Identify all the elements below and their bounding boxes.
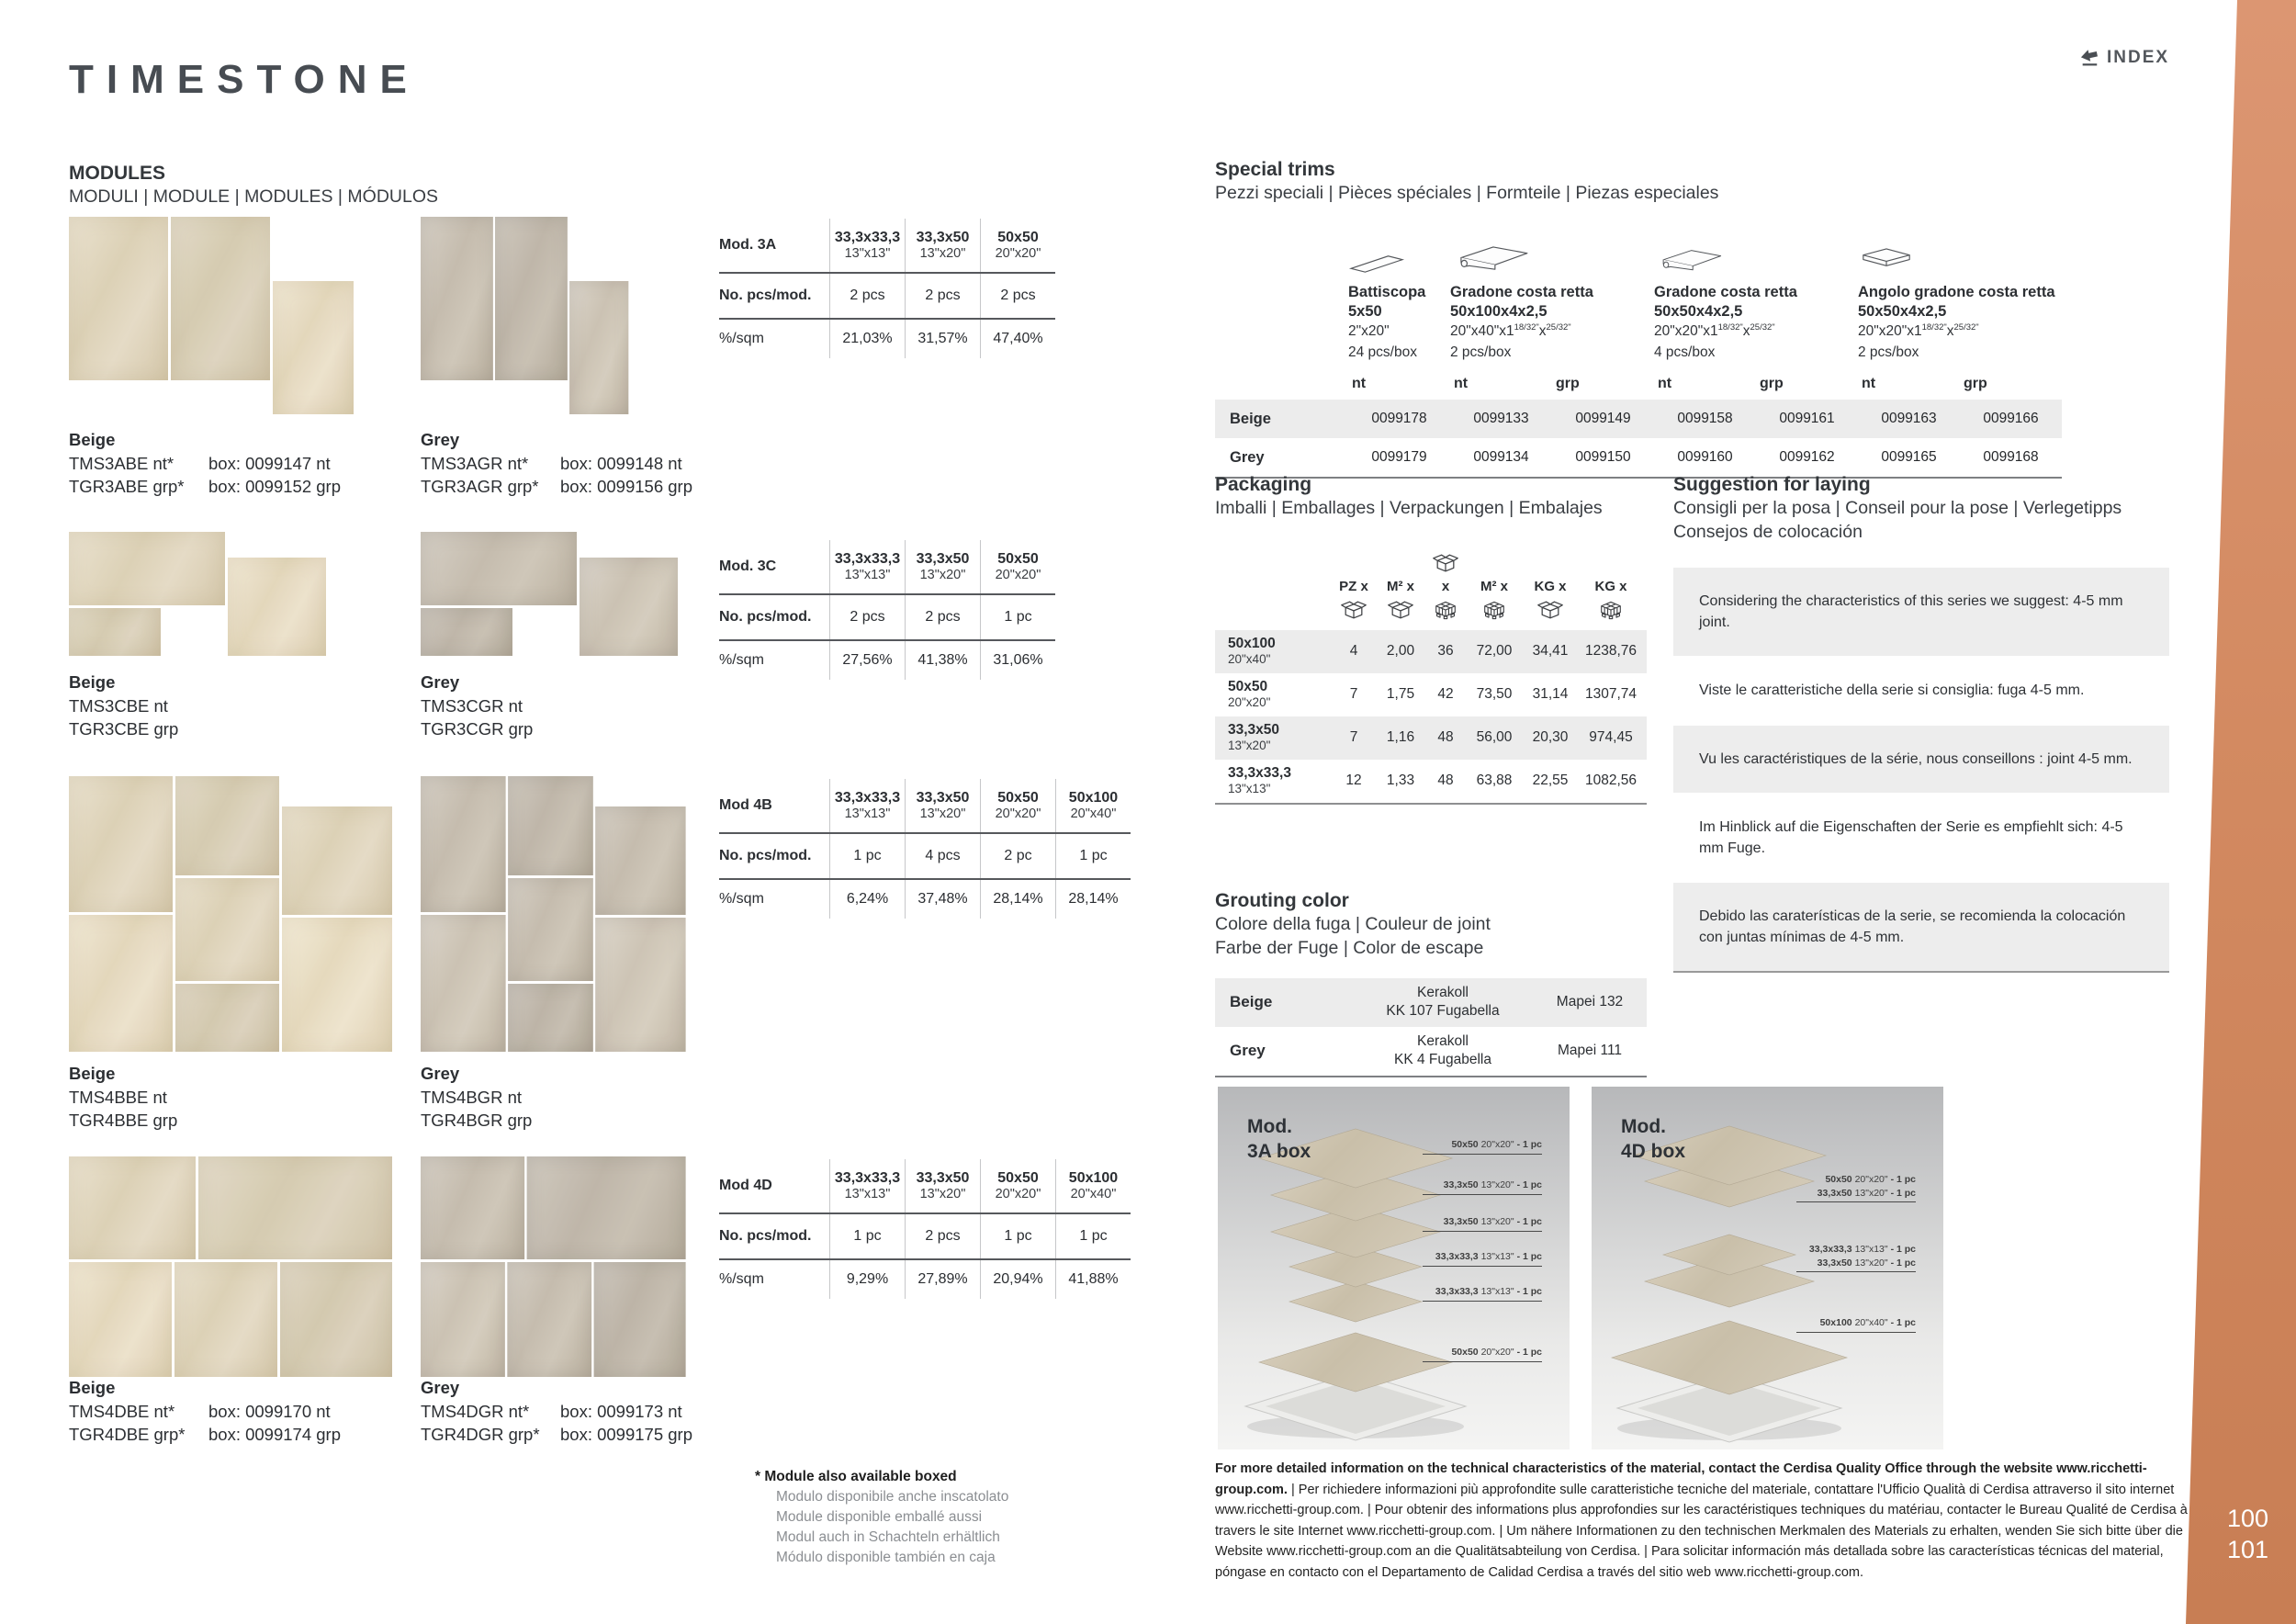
tile — [421, 217, 493, 380]
packaging-row: 33,3x33,3 13"x13" 12 1,33 48 63,88 22,55 1082,56 — [1215, 760, 1647, 805]
size-column-header: 50x100 20"x40" — [1055, 779, 1131, 832]
tile — [69, 532, 225, 605]
tile — [69, 915, 173, 1052]
finish-header-row — [1215, 376, 2062, 392]
tile — [273, 281, 354, 414]
box-label: Mod. 3A box — [1247, 1116, 1311, 1163]
box-code: box: 0099173 nt — [560, 1401, 682, 1421]
finish-label: grp — [1964, 376, 1987, 392]
laying-note-de: Im Hinblick auf die Eigenschaften der Serie es empfiehlt sich: 4-5 mm Fuge. — [1699, 818, 2123, 856]
tile — [508, 878, 593, 981]
layer-label-group: 50x50 20"x20" - 1 pc 33,3x50 13"x20" - 1 pc — [1796, 1173, 1916, 1202]
packaging-row: 33,3x50 13"x20" 7 1,16 48 56,00 20,30 974,45 — [1215, 716, 1647, 760]
sqm-row: %/sqm 6,24% 37,48% 28,14% 28,14% — [719, 878, 1131, 919]
tile — [69, 1262, 172, 1377]
layer-label: 33,3x50 13"x20" - 1 pc — [1423, 1179, 1542, 1195]
tile — [421, 915, 506, 1052]
tile — [171, 217, 270, 380]
tile — [69, 608, 161, 656]
product-code: TGR4BGR grp — [421, 1111, 533, 1131]
trim-battiscopa: Battiscopa 5x50 2"x20" 24 pcs/box — [1348, 233, 1450, 364]
grouting-title: Grouting color — [1215, 890, 1349, 911]
modules-title: MODULES — [69, 163, 165, 184]
size-column-header: 33,3x50 13"x20" — [905, 1159, 980, 1212]
size-column-header: 33,3x50 13"x20" — [905, 219, 980, 272]
product-code: TGR3ABE grp* — [69, 477, 185, 497]
footer-legal-text — [1215, 1459, 2205, 1584]
product-code: TMS3ABE nt* — [69, 453, 174, 473]
size-column-header: 50x50 20"x20" — [980, 540, 1055, 593]
layer-label: 50x50 20"x20" - 1 pc — [1423, 1138, 1542, 1155]
trim-gradone-50x100: Gradone costa retta 50x100x4x2,5 $20"x40"x1^{18/32"}x^{25/32"}$ 2 pcs/box — [1450, 233, 1654, 364]
pcs-row: No. pcs/mod. 1 pc 2 pcs 1 pc 1 pc — [719, 1212, 1131, 1258]
packaging-section — [1215, 473, 1647, 805]
pcs-row: No. pcs/mod. 2 pcs 2 pcs 1 pc — [719, 593, 1055, 639]
tile — [282, 918, 392, 1052]
tile — [175, 984, 279, 1052]
box-icon — [1432, 552, 1459, 574]
product-code: TMS4DGR nt* — [421, 1401, 530, 1421]
index-label: INDEX — [2107, 48, 2170, 67]
sqm-row: %/sqm 27,56% 41,38% 31,06% — [719, 639, 1055, 680]
color-label: Grey — [421, 430, 460, 449]
product-code: TGR3CBE grp — [69, 719, 179, 739]
table-name: Mod. 3C — [719, 558, 777, 574]
tile — [198, 1156, 392, 1259]
caption-4d-beige — [69, 1376, 341, 1447]
caption-3c-beige — [69, 671, 208, 741]
tile — [69, 217, 168, 380]
sqm-row: %/sqm 9,29% 27,89% 20,94% 41,88% — [719, 1258, 1131, 1299]
color-label: Grey — [421, 672, 460, 692]
size-column-header: 33,3x33,3 13"x13" — [829, 219, 905, 272]
footer-translations: | Per richiedere informazioni più approfondite sulle caratteristiche tecniche del materiale, contattare l'Ufficio Qualità di Cerdisa attraverso il sito internet www.ricchetti-group.com. | Pour obtenir des informations plus approfondies sur les caractéristiques techniques du matériau, contacter le Bureau Qualité de Cerdisa à travers le site Internet www.ricchetti-group.com. | Um nähere Informationen zu den technischen Merkmalen des Materials zu erhalten, wenden Sie sich bitte über die Website www.ricchetti-group.com an die Qualitätsabteilung von Cerdisa. | Para solicitar información más detallada sobre las características técnicas del material, póngase en contacto con el Departamento de Calidad Cerdisa a través del sitio web www.ricchetti-group.com. — [1215, 1482, 2188, 1581]
product-code: TMS4DBE nt* — [69, 1401, 175, 1421]
product-code: TMS3CGR nt — [421, 695, 523, 716]
caption-3a-grey — [421, 428, 692, 499]
finish-label: grp — [1760, 376, 1784, 392]
corner-step-trim-icon — [1858, 245, 1915, 276]
module-photo-4d-beige — [69, 1156, 392, 1377]
color-label: Grey — [421, 1378, 460, 1397]
col-kg-per-box: KG x — [1524, 579, 1577, 621]
page-number-left: 100 — [2226, 1505, 2268, 1532]
table-name: Mod 4D — [719, 1178, 772, 1193]
packaging-header-row — [1215, 552, 1647, 621]
tile — [508, 776, 593, 875]
page-edge-band — [2177, 0, 2296, 1624]
box-code: box: 0099174 grp — [208, 1425, 342, 1445]
suggestion-section — [1673, 473, 2169, 973]
mod-3a-table — [719, 219, 1055, 358]
module-footnote — [755, 1467, 1008, 1568]
grouting-subtitle: Colore della fuga | Couleur de joint — [1215, 914, 1491, 935]
col-kg-per-pallet: KG x — [1577, 579, 1645, 621]
article-code: 0099162 — [1779, 449, 1835, 466]
suggestion-subtitle: Consejos de colocación — [1673, 521, 1863, 542]
finish-label: nt — [1454, 376, 1469, 392]
box-code: box: 0099170 nt — [208, 1401, 331, 1421]
pallet-icon — [1597, 599, 1625, 621]
table-header-row — [719, 540, 1055, 593]
sqm-row: %/sqm 21,03% 31,57% 47,40% — [719, 318, 1055, 358]
module-photo-3c-beige — [69, 532, 326, 656]
trim-angolo-gradone: Angolo gradone costa retta 50x50x4x2,5 $20"x20"x1^{18/32"}x^{25/32"}$ 2 pcs/box — [1858, 233, 2062, 364]
tile — [421, 608, 512, 656]
tile — [282, 806, 392, 915]
article-code: 0099163 — [1881, 411, 1937, 427]
finish-label: nt — [1352, 376, 1367, 392]
packaging-title: Packaging — [1215, 474, 1312, 495]
pallet-icon — [1480, 599, 1508, 621]
index-link[interactable] — [2077, 48, 2169, 68]
grouting-section — [1215, 889, 1647, 1077]
modules-heading — [69, 162, 438, 209]
footer-bold-sentence: For more detailed information on the technical characteristics of the material, contact the Cerdisa Quality Office through the website www.ricchetti-group.com. — [1215, 1461, 2147, 1497]
article-code: 0099178 — [1371, 411, 1427, 427]
product-code: TGR3CGR grp — [421, 719, 534, 739]
mod-3c-table — [719, 540, 1055, 680]
tile — [175, 776, 279, 875]
article-code: 0099149 — [1575, 411, 1631, 427]
tile — [580, 558, 678, 656]
tile — [421, 1262, 505, 1377]
layer-label: 33,3x33,3 13"x13" - 1 pc — [1423, 1285, 1542, 1302]
article-code: 0099161 — [1779, 411, 1835, 427]
article-code: 0099158 — [1677, 411, 1733, 427]
packaging-subtitle: Imballi | Emballages | Verpackungen | Embalajes — [1215, 498, 1603, 519]
article-code: 0099133 — [1473, 411, 1529, 427]
special-trims-title: Special trims — [1215, 159, 1335, 180]
suggestion-subtitle: Consigli per la posa | Conseil pour la pose | Verlegetipps — [1673, 498, 2122, 519]
article-code: 0099165 — [1881, 449, 1937, 466]
module-photo-3c-grey — [421, 532, 678, 656]
size-column-header: 50x50 20"x20" — [980, 1159, 1055, 1212]
table-header-row — [719, 1159, 1131, 1212]
caption-4d-grey — [421, 1376, 692, 1447]
footnote-line: Modulo disponibile anche inscatolato — [776, 1489, 1009, 1505]
caption-3a-beige — [69, 428, 341, 499]
product-code: TMS3CBE nt — [69, 695, 168, 716]
tile — [228, 558, 326, 656]
step-tread-trim-icon — [1450, 243, 1531, 276]
grouting-table — [1215, 978, 1647, 1077]
col-sqm-per-box: M² x — [1375, 579, 1426, 621]
layer-label: 50x100 20"x40" - 1 pc — [1796, 1316, 1916, 1333]
back-to-index-icon — [2077, 48, 2101, 68]
skirting-trim-icon — [1348, 251, 1405, 276]
size-column-header: 33,3x50 13"x20" — [905, 540, 980, 593]
size-column-header: 50x100 20"x40" — [1055, 1159, 1131, 1212]
color-label: Beige — [69, 1378, 116, 1397]
mod-3a-box-photo — [1218, 1087, 1570, 1449]
product-code: TMS4BGR nt — [421, 1087, 522, 1107]
trims-header-grid — [1215, 233, 2062, 364]
tile — [421, 532, 577, 605]
box-icon — [1536, 599, 1564, 621]
tile — [421, 776, 506, 912]
laying-note-en: Considering the characteristics of this series we suggest: 4-5 mm joint. — [1673, 568, 2169, 656]
layer-label: 50x50 20"x20" - 1 pc — [1423, 1346, 1542, 1362]
pallet-icon — [1432, 599, 1459, 621]
module-photo-4b-beige — [69, 776, 392, 1052]
box-code: box: 0099152 grp — [208, 477, 342, 497]
box-code: box: 0099148 nt — [560, 453, 682, 473]
page-number-right: 101 — [2226, 1536, 2268, 1563]
module-photo-4d-grey — [421, 1156, 686, 1377]
article-code: 0099160 — [1677, 449, 1733, 466]
layer-label: 33,3x50 13"x20" - 1 pc — [1423, 1215, 1542, 1232]
footnote-line: Modul auch in Schachteln erhältlich — [776, 1529, 1000, 1545]
tile — [69, 776, 173, 912]
box-label: Mod. 4D box — [1621, 1116, 1686, 1163]
product-code: TMS3AGR nt* — [421, 453, 529, 473]
tile — [569, 281, 628, 414]
product-code: TGR4DGR grp* — [421, 1425, 540, 1445]
mod-4d-box-photo — [1592, 1087, 1943, 1449]
pcs-row: No. pcs/mod. 1 pc 4 pcs 2 pc 1 pc — [719, 832, 1131, 878]
finish-label: nt — [1862, 376, 1876, 392]
modules-subtitle: MODULI | MODULE | MODULES | MÓDULOS — [69, 186, 438, 208]
finish-label: grp — [1556, 376, 1580, 392]
size-column-header: 33,3x33,3 13"x13" — [829, 779, 905, 832]
tile — [421, 1156, 524, 1259]
page-title: TIMESTONE — [69, 57, 420, 102]
table-name: Mod. 3A — [719, 237, 777, 253]
table-name: Mod 4B — [719, 797, 772, 813]
box-code: box: 0099156 grp — [560, 477, 693, 497]
caption-4b-grey — [421, 1062, 560, 1133]
finish-label: nt — [1658, 376, 1672, 392]
article-code: 0099166 — [1983, 411, 2039, 427]
tile — [280, 1262, 392, 1377]
size-column-header: 33,3x33,3 13"x13" — [829, 1159, 905, 1212]
col-sqm-per-pallet: M² x — [1465, 579, 1524, 621]
color-label: Grey — [421, 1064, 460, 1083]
col-boxes-per-pallet: x — [1426, 552, 1465, 621]
tile — [594, 1262, 686, 1377]
special-trims-subtitle: Pezzi speciali | Pièces spéciales | Formteile | Piezas especiales — [1215, 183, 1719, 204]
mod-4b-table — [719, 779, 1131, 919]
col-pieces-per-box: PZ x — [1333, 579, 1375, 621]
laying-note-es: Debido las caraterísticas de la serie, se recomienda la colocación con juntas mínimas de 4-5 mm. — [1673, 883, 2169, 973]
article-code: 0099150 — [1575, 449, 1631, 466]
article-code: 0099179 — [1371, 449, 1427, 466]
tile — [507, 1262, 591, 1377]
tile — [495, 217, 568, 380]
color-label: Beige — [69, 430, 116, 449]
size-column-header: 50x50 20"x20" — [980, 219, 1055, 272]
mod-4d-table — [719, 1159, 1131, 1299]
module-photo-3a-grey — [421, 217, 652, 414]
spacer — [1215, 376, 1348, 392]
footnote-line: Módulo disponible también en caja — [776, 1550, 996, 1565]
spacer — [1215, 233, 1348, 364]
product-code: TMS4BBE nt — [69, 1087, 167, 1107]
size-column-header: 33,3x33,3 13"x13" — [829, 540, 905, 593]
product-code: TGR4BBE grp — [69, 1111, 178, 1131]
module-photo-4b-grey — [421, 776, 686, 1052]
product-code: TGR4DBE grp* — [69, 1425, 186, 1445]
layer-label-group: 33,3x33,3 13"x13" - 1 pc 33,3x50 13"x20" - 1 pc — [1796, 1243, 1916, 1272]
special-trims-section — [1215, 158, 2062, 479]
table-header-row — [719, 219, 1055, 272]
tile — [174, 1262, 277, 1377]
laying-note-fr: Vu les caractéristiques de la série, nous conseillons : joint 4-5 mm. — [1673, 726, 2169, 793]
footnote-line: Module disponible emballé aussi — [776, 1509, 983, 1525]
box-icon — [1340, 599, 1367, 621]
trim-codes-row-grey: Grey 0099179 0099134 0099150 0099160 0099162 0099165 0099168 — [1215, 438, 2062, 479]
tile — [508, 984, 593, 1052]
color-label: Beige — [69, 1064, 116, 1083]
box-code: box: 0099147 nt — [208, 453, 331, 473]
packaging-row: 50x100 20"x40" 4 2,00 36 72,00 34,41 1238,76 — [1215, 630, 1647, 673]
grouting-row-beige: Beige Kerakoll KK 107 Fugabella Mapei 132 — [1215, 978, 1647, 1027]
trim-codes-row-beige: Beige 0099178 0099133 0099149 0099158 0099161 0099163 0099166 — [1215, 400, 2062, 438]
module-photo-3a-beige — [69, 217, 386, 414]
tile — [69, 1156, 196, 1259]
size-column-header: 50x50 20"x20" — [980, 779, 1055, 832]
tile — [527, 1156, 686, 1259]
tile — [175, 878, 279, 981]
tile — [595, 918, 685, 1052]
layer-label: 33,3x33,3 13"x13" - 1 pc — [1423, 1250, 1542, 1267]
article-code: 0099168 — [1983, 449, 2039, 466]
size-column-header: 33,3x50 13"x20" — [905, 779, 980, 832]
tile — [595, 806, 685, 915]
color-label: Beige — [69, 672, 116, 692]
caption-3c-grey — [421, 671, 560, 741]
pcs-row: No. pcs/mod. 2 pcs 2 pcs 2 pcs — [719, 272, 1055, 318]
product-code: TGR3AGR grp* — [421, 477, 539, 497]
box-icon — [1387, 599, 1414, 621]
table-header-row — [719, 779, 1131, 832]
caption-4b-beige — [69, 1062, 208, 1133]
grouting-subtitle: Farbe der Fuge | Color de escape — [1215, 937, 1484, 958]
packaging-row: 50x50 20"x20" 7 1,75 42 73,50 31,14 1307,74 — [1228, 678, 1638, 710]
suggestion-title: Suggestion for laying — [1673, 474, 1871, 495]
footnote-title: * Module also available boxed — [755, 1469, 957, 1484]
article-code: 0099134 — [1473, 449, 1529, 466]
grouting-row-grey: Grey Kerakoll KK 4 Fugabella Mapei 111 — [1230, 1033, 1623, 1068]
laying-note-it: Viste le caratteristiche della serie si consiglia: fuga 4-5 mm. — [1699, 682, 2085, 699]
step-tread-trim-icon — [1654, 247, 1724, 276]
box-code: box: 0099175 grp — [560, 1425, 693, 1445]
trim-gradone-50x50: Gradone costa retta 50x50x4x2,5 $20"x20"x1^{18/32"}x^{25/32"}$ 4 pcs/box — [1654, 233, 1858, 364]
